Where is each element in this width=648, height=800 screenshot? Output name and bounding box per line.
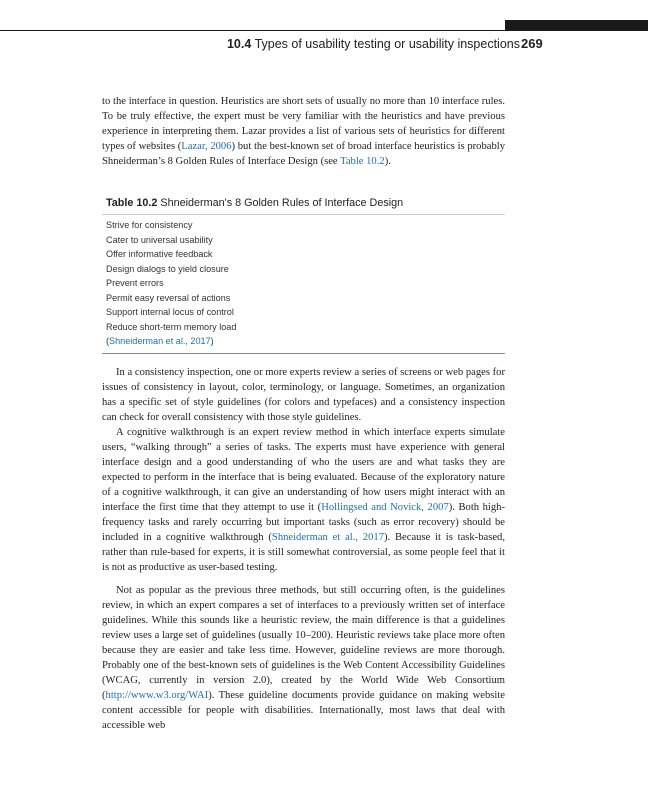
golden-rules-list [106, 218, 236, 349]
table-source-open: ( [106, 336, 110, 347]
section-number: 10.4 [226, 37, 252, 51]
body-paragraph-consistency: In a consistency inspection, one or more experts review a series of screens or web pages for issues of consistency in layout, color, terminology, or language. Sometimes, an organization has a specific set of style guidelines (for colors and typefaces) and a consistency inspection can check for overall consistency with those style guidelines. [102, 367, 505, 424]
list-item: Strive for consistency [106, 220, 193, 230]
table-reference-link[interactable]: Table 10.2 [340, 156, 385, 168]
section-title: Types of usability testing or usability inspections [254, 37, 520, 51]
p3-text-a: Not as popular as the previous three methods, but still occurring often, is the guidelines review, in which an expert compares a set of interfaces to a previously written set of interface guidelines. While this sounds like a heuristic review, the main difference is that a guidelines review uses a large set of guidelines (usually 10–200). Heuristic reviews take place more often because they are easier and take less time. However, guideline reviews are more thorough. Probably one of the best-known sets of guidelines is the Web Content Accessibility Guidelines (WCAG, currently in version 2.0), created by the World Wide Web Consortium ( [102, 585, 505, 702]
body-paragraph-walkthrough [102, 425, 505, 575]
running-head [227, 37, 520, 51]
table-source [106, 334, 236, 349]
table-title: Shneiderman's 8 Golden Rules of Interface Design [160, 197, 404, 209]
intro-text-b: ) but the best-known set of broad interface heuristics is probably Shneiderman’s 8 Golden Rules of Interface Design (see [102, 141, 505, 168]
header-rule [0, 30, 648, 31]
citation-lazar[interactable]: Lazar, 2006 [181, 141, 232, 153]
list-item: Offer informative feedback [106, 249, 213, 260]
table-source-close: ) [210, 336, 214, 347]
list-item: Reduce short-term memory load [106, 321, 237, 332]
citation-hollingsed[interactable]: Hollingsed and Novick, 2007 [321, 502, 449, 514]
citation-shneiderman-body[interactable]: Shneiderman et al., 2017 [271, 532, 384, 544]
intro-paragraph [102, 94, 505, 169]
citation-shneiderman-table[interactable]: Shneiderman et al., 2017 [109, 336, 211, 347]
p2-text-a: A cognitive walkthrough is an expert review method in which interface experts simulate users, “walking through” a series of tasks. The experts must have experience with general interface design and a good understanding of who the users are and what tasks they are expected to perform in the interface that is being evaluated. Because of the exploratory nature of a cognitive walkthrough, it can give an understanding of how users might interact with an interface the first time that they attempt to use it ( [102, 427, 505, 514]
intro-text-c: ). [384, 156, 391, 168]
list-item: Permit easy reversal of actions [106, 292, 231, 303]
w3c-wai-link[interactable]: http://www.w3.org/WAI [105, 690, 209, 702]
page-number: 269 [521, 36, 543, 51]
body-paragraph-guidelines [102, 583, 505, 733]
list-item: Design dialogs to yield closure [106, 263, 229, 274]
list-item: Support internal locus of control [106, 307, 234, 318]
list-item: Prevent errors [106, 278, 164, 289]
intro-text-a: to the interface in question. Heuristics are short sets of usually no more than 10 interface rules. To be truly effective, the expert must be very familiar with the heuristics and have previous experience in interpreting them. Lazar provides a list of various sets of heuristics for different types of websites ( [102, 96, 505, 153]
table-number: Table 10.2 [106, 197, 158, 209]
table-caption [106, 197, 403, 209]
p3-text-b: ). These guideline documents provide guidance on making website content accessible for people with disabilities. Internationally, most laws that deal with accessible web [102, 690, 505, 732]
list-item: Cater to universal usability [106, 234, 213, 245]
p2-text-b: ). Both high-frequency tasks and rarely occurring but important tasks (such as error recovery) should be included in a cognitive walkthrough ( [102, 502, 505, 544]
p2-text-c: ). Because it is task-based, rather than rule-based for experts, it is still somewhat controversial, as some people feel that it is not as productive as user-based testing. [102, 532, 505, 574]
